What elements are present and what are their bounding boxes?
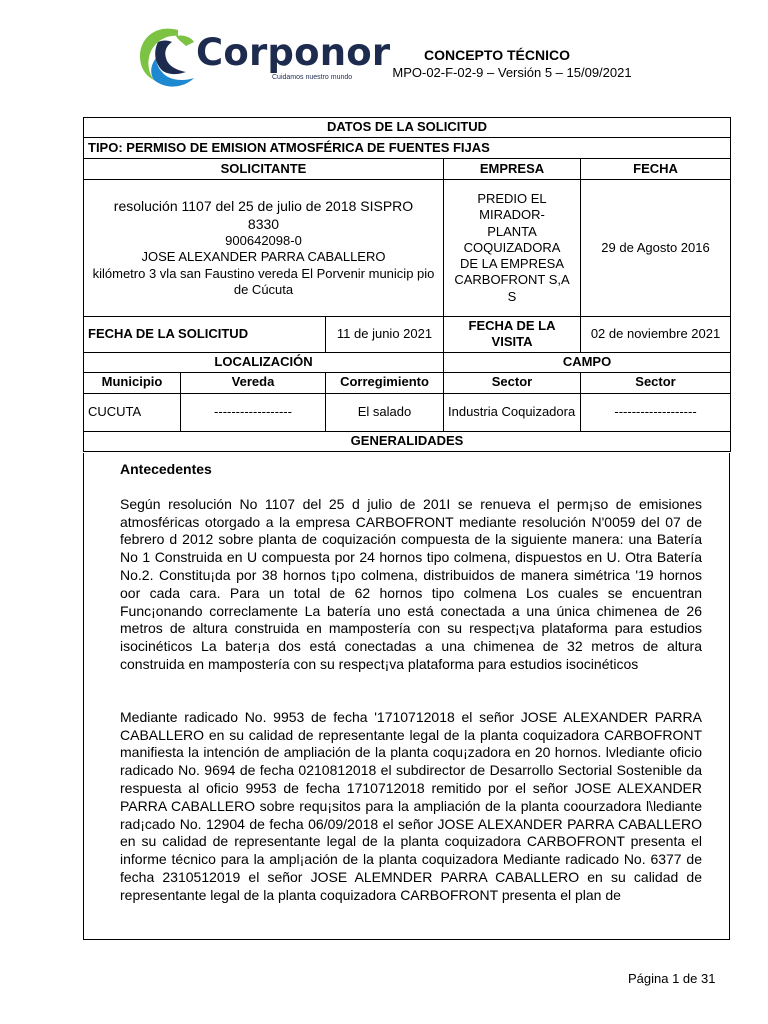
solicitante-cell — [84, 180, 444, 317]
document-code: MPO-02-F-02-9 – Versión 5 – 15/09/2021 — [392, 65, 632, 80]
solicitante-nombre: JOSE ALEXANDER PARRA CABALLERO — [141, 249, 386, 265]
solicitud-table — [83, 117, 731, 452]
paragraph-2: Mediante radicado No. 9953 de fecha '1710712018 el señor JOSE ALEXANDER PARRA CABALLERO en su calidad de representante legal de la planta coquizadora CARBOFRONT manifiesta la intención de ampliación de la planta coqu¡zadora en 20 hornos. lvlediante oficio radicado No. 9694 de fecha 0210812018 el subdirector de Desarrollo Sectorial Sostenible da respuesta al oficio 9953 de fecha 1710712018 remitido por el señor JOSE ALEXANDER PARRA CABALLERO sobre requ¡sitos para la ampliación de la planta coourzadora l\lediante rad¡cado No. 12904 de fecha 06/09/2018 el señor JOSE ALEXANDER PARRA CABALLERO en su calidad de representante legal de la planta coquizadora CARBOFRONT presenta el informe técnico para la ampl¡ación de la planta coquizadora Mediante radicado No. 6377 de fecha 2310512019 el señor JOSE ALEMNDER PARRA CABALLERO en su calidad de representante legal de la planta coquizadora CARBOFRONT presenta el plan de — [120, 708, 702, 903]
solicitante-resolucion: resolución 1107 del 25 de julio de 2018 SISPRO 8330 — [113, 198, 414, 232]
document-title: CONCEPTO TÉCNICO — [424, 47, 570, 63]
empresa-cell: PREDIO EL MIRADOR- PLANTA COQUIZADORA DE LA EMPRESA CARBOFRONT S,A S — [444, 180, 581, 317]
antecedentes-heading: Antecedentes — [120, 461, 212, 477]
fecha-solicitud-value: 11 de junio 2021 — [326, 317, 444, 353]
fecha-header: FECHA — [581, 159, 731, 180]
corregimiento-value: El salado — [326, 393, 444, 431]
generalidades-body — [83, 453, 730, 940]
logo-wordmark: Corponor — [196, 31, 391, 74]
fecha-solicitud-label: FECHA DE LA SOLICITUD — [84, 317, 326, 353]
generalidades-header: GENERALIDADES — [84, 431, 731, 451]
logo-tagline: Cuidamos nuestro mundo — [272, 74, 353, 81]
vereda-value: ------------------ — [181, 393, 326, 431]
sector-header: Sector — [444, 372, 581, 393]
corregimiento-header: Corregimiento — [326, 372, 444, 393]
solicitante-nit: 900642098-0 — [225, 233, 302, 248]
vereda-header: Vereda — [181, 372, 326, 393]
corponor-logo — [136, 22, 391, 92]
sector-value: Industria Coquizadora — [444, 393, 581, 431]
paragraph-1: Según resolución No 1107 del 25 d julio de 201I se renueva el perm¡so de emisiones atmosféricas otorgado a la empresa CARBOFRONT mediante resolución N'0059 del 07 de febrero d 2012 sobre planta de coquización compuesta de la siguiente manera: una Batería No 1 Construida en U compuesta por 24 hornos tipo colmena, dispuestos en U. Otra Batería No.2. Constitu¡da por 38 hornos t¡po colmena, distribuidos de manera simétrica '19 hornos oor cada cara. Para un total de 62 hornos tipo colmena Los cuales se encuentran Func¡onando correclamente La batería uno está conectada a una única chimenea de 26 metros de altura construida en mampostería con su respect¡va plataforma para estudios isocinéticos La bater¡a dos está conectadas a una chimenea de 32 metros de altura construida en mampostería con su respect¡va plataforma para estudios isocinéticos — [120, 495, 702, 672]
localizacion-header: LOCALIZACIÓN — [84, 352, 444, 372]
section-title: DATOS DE LA SOLICITUD — [84, 118, 731, 138]
municipio-header: Municipio — [84, 372, 181, 393]
fecha-cell: 29 de Agosto 2016 — [581, 180, 731, 317]
solicitante-header: SOLICITANTE — [84, 159, 444, 180]
fecha-visita-value: 02 de noviembre 2021 — [581, 317, 731, 353]
fecha-visita-label: FECHA DE LA VISITA — [444, 317, 581, 353]
sector-header-2: Sector — [581, 372, 731, 393]
corponor-c-icon — [136, 22, 196, 92]
solicitante-direccion: kilómetro 3 vla san Faustino vereda El Porvenir municip pio de Cúcuta — [92, 265, 435, 297]
empresa-header: EMPRESA — [444, 159, 581, 180]
municipio-value: CUCUTA — [84, 393, 181, 431]
campo-header: CAMPO — [444, 352, 731, 372]
page-number: Página 1 de 31 — [628, 971, 716, 986]
tipo-row: TIPO: PERMISO DE EMISION ATMOSFÉRICA DE FUENTES FIJAS — [84, 138, 731, 159]
sector-value-2: ------------------- — [581, 393, 731, 431]
